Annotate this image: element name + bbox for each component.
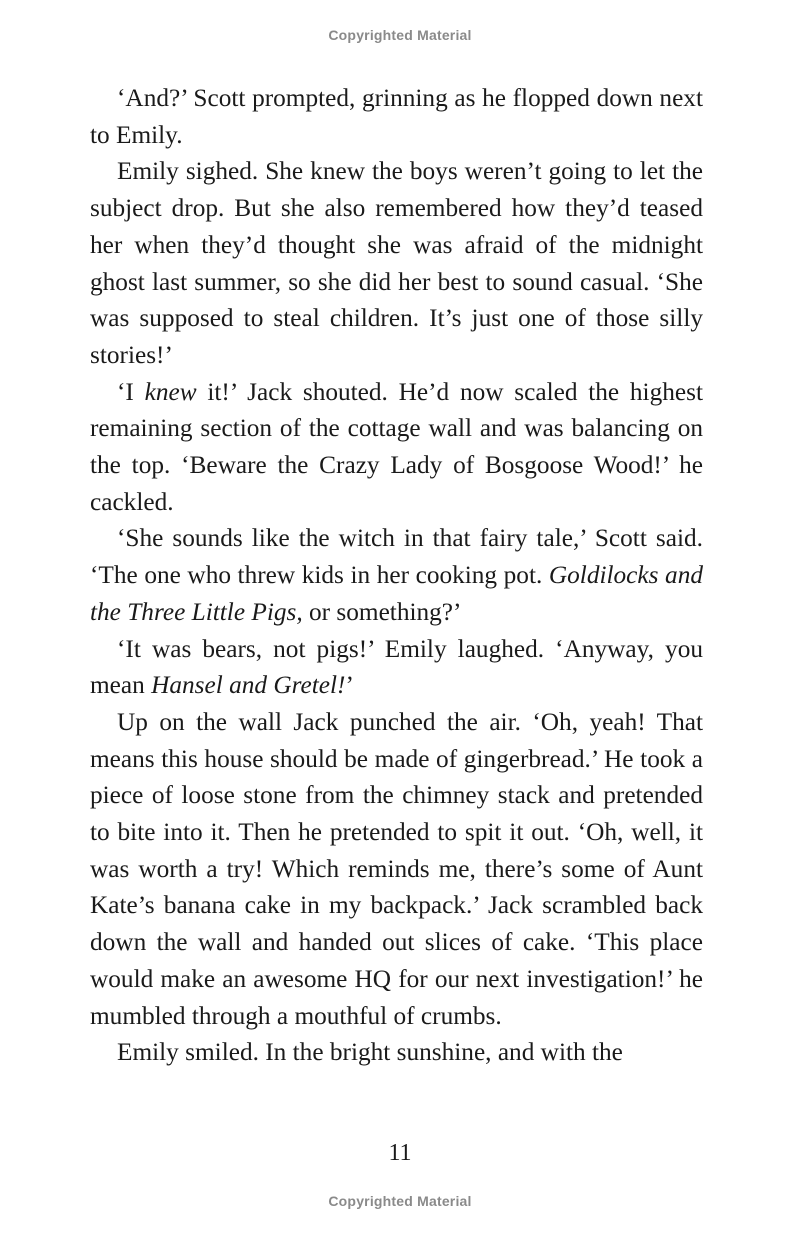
paragraph: ‘It was bears, not pigs!’ Emily laughed. ‘Anyway, you mean Hansel and Gretel!’ [90,634,703,700]
copyright-watermark-top: Copyrighted Material [328,27,472,43]
emphasis: knew [144,377,197,406]
paragraph: Up on the wall Jack punched the air. ‘Oh, yeah! That means this house should be made of gingerbread.’ He took a piece of loose stone from the chimney stack and pretended to bite into it. Then he pretended to spit it out. ‘Oh, well, it was worth a try! Which reminds me, there’s some of Aunt Kate’s banana cake in my backpack.’ Jack scrambled back down the wall and handed out slices of cake. ‘This place would make an awesome HQ for our next investigation!’ he mumbled through a mouthful of crumbs. [90,707,703,1030]
paragraph: ‘And?’ Scott prompted, grinning as he flopped down next to Emily. [90,84,703,149]
page-number: 11 [388,1140,412,1166]
paragraph: ‘She sounds like the witch in that fairy tale,’ Scott said. ‘The one who threw kids in her cooking pot. Goldilocks and the Three Little Pigs, or something?’ [90,524,703,626]
emphasis: Hansel and Gretel! [151,671,346,700]
paragraph: ‘I knew it!’ Jack shouted. He’d now scaled the highest remaining section of the cottage wall and was balancing on the top. ‘Beware the Crazy Lady of Bosgoose Wood!’ he cackled. [90,377,703,516]
paragraph: Emily sighed. She knew the boys weren’t going to let the subject drop. But she also remembered how they’d teased her when they’d thought she was afraid of the midnight ghost last summer, so she did her best to sound casual. ‘She was supposed to steal children. It’s just one of those silly stories!’ [90,157,703,369]
emphasis: Goldilocks and the Three Little Pigs, [90,561,703,626]
copyright-watermark-bottom: Copyrighted Material [328,1193,472,1209]
page-text [90,80,703,1071]
paragraph: Emily smiled. In the bright sunshine, and with the [117,1038,623,1067]
